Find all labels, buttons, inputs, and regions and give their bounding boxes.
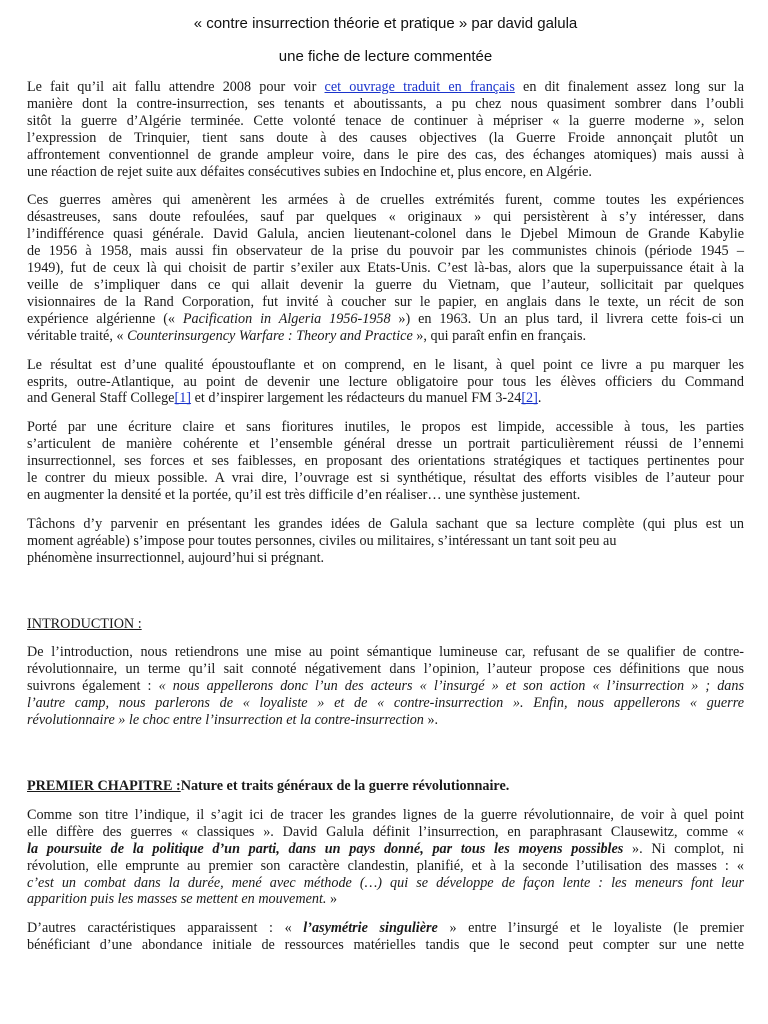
text-line (27, 875, 744, 892)
translated-book-link[interactable]: cet ouvrage traduit en français (324, 79, 515, 95)
text-line: Comme son titre l’indique, il s’agit ici de tracer les grandes lignes de la guerre révolutionnaire, de voir à quel point (27, 806, 744, 823)
text-line: 1949), fut de ceux là qui choisit de partir s’exiler aux Etats-Unis. C’est là-bas, alors que la superpuissance était à la (27, 260, 744, 277)
text-run: », qui paraît enfin en français. (412, 327, 587, 344)
text-line: en augmenter la densité et la portée, qu’il est très difficile d’en réaliser… une synthèse justement. (27, 486, 581, 503)
text-line: moment agréable) s’impose pour toutes personnes, civiles ou militaires, s’intéressant un tant soit peu au (27, 532, 617, 549)
heading-line (27, 778, 744, 795)
quote-text: c’est un combat dans la durée, mené avec méthode (…) qui se développe de façon lente : les meneurs font leur (27, 874, 744, 891)
chapter-title: Nature et traits généraux de la guerre révolutionnaire. (180, 778, 510, 794)
text-line: insurrectionnel, ses forces et ses faiblesses, en proposant des orientations stratégiques et tactiques pertinentes pour (27, 453, 744, 470)
text-line: veille de s’impliquer dans ce qui allait devenir la guerre du Vietnam, que l’auteur, sollicitait par quelques (27, 276, 744, 293)
text-line: révolution, elle emprunte au premier son caractère clandestin, planifié, et à la seconde l’utilisation des masses : « (27, 857, 744, 874)
heading-text: INTRODUCTION : (27, 615, 142, 632)
quote-text: l’autre camp, nous parlerons de « loyaliste » et de « contre-insurrection ». Enfin, nous appellerons « guerre (27, 695, 744, 712)
text-line: l’expression de Trinquier, tient sans doute à des causes objectives (la Guerre Froide annonçait plutôt un (27, 129, 744, 146)
text-line: esprits, outre-Atlantique, au point de devenir une lecture obligatoire pour tous les élèves officiers du Command (27, 373, 744, 390)
paragraph-introduction (27, 644, 744, 729)
text-run: » (326, 891, 338, 908)
paragraph-intro-4 (27, 419, 744, 504)
text-line: sitôt la guerre d’Algérie terminée. Cette volonté tenace de continuer à mépriser « la guerre moderne », selon (27, 112, 744, 129)
paragraph-intro-3 (27, 357, 744, 408)
chapter-label: PREMIER CHAPITRE : (27, 778, 181, 794)
text-line (27, 920, 744, 937)
text-run: en dit finalement assez long sur la (514, 79, 744, 95)
text-line: elle diffère des guerres « classiques ». David Galula définit l’insurrection, en paraphrasant Clausewitz, comme « (27, 823, 744, 840)
paragraph-intro-5 (27, 516, 744, 567)
text-line (27, 79, 744, 96)
text-line: révolutionnaire, un terme qu’il sait connoté négativement dans l’opinion, l’auteur propose ces définitions que nous (27, 661, 744, 678)
text-run: ». (423, 712, 439, 729)
quote-text: révolutionnaire » le choc entre l’insurrection et la contre-insurrection (27, 712, 424, 729)
text-line: l’indifférence quasi générale. David Galula, ancien lieutenant-colonel dans le Djebel Mimoun de Grande Kabylie (27, 226, 744, 243)
text-line: Ces guerres amères qui amenèrent les armées à de cruelles extrémités furent, comme toutes les expériences (27, 192, 744, 209)
footnote-link-1[interactable]: [1] (174, 390, 192, 407)
section-heading-chapter-1 (27, 778, 744, 795)
text-line (27, 390, 744, 407)
text-run: . (537, 390, 542, 407)
text-line: Tâchons d’y parvenir en présentant les grandes idées de Galula sachant que sa lecture complète (qui plus est un (27, 515, 744, 532)
footnote-link-2[interactable]: [2] (521, 390, 538, 407)
document-title: « contre insurrection théorie et pratique » par david galula (193, 15, 578, 32)
text-run: Le fait qu’il ait fallu attendre 2008 pour voir (27, 79, 325, 95)
text-line: affrontement conventionnel de grande ampleur voire, dans le pire des cas, des échanges atomiques) mais aussi à (27, 146, 744, 163)
text-line: visionnaires de la Rand Corporation, fut invité à coucher sur le papier, en anglais dans le texte, un récit de son (27, 293, 744, 310)
text-line: De l’introduction, nous retiendrons une mise au point sémantique lumineuse car, refusant de se qualifier de contre- (27, 644, 744, 661)
emphasis-text: la poursuite de la politique d’un parti, dans un pays donné, par tous les moyens possibles (27, 840, 624, 857)
section-heading-introduction (27, 616, 744, 633)
paragraph-chapter-1-a (27, 807, 744, 908)
text-run: expérience algérienne (« (27, 310, 183, 327)
text-line: bénéficiant d’une abondance initiale de ressources matérielles tandis que le second peut compter sur une nette (27, 937, 744, 954)
document-subtitle: une fiche de lecture commentée (278, 48, 493, 65)
text-line: s’articulent de manière cohérente et l’ensemble général dresse un portrait particulièrement réussi de l’ennemi (27, 436, 744, 453)
text-line (27, 695, 744, 712)
emphasis-text: l’asymétrie singulière (303, 920, 438, 937)
book-title-counterinsurgency: Counterinsurgency Warfare : Theory and Practice (127, 327, 413, 344)
text-line (27, 891, 744, 908)
paragraph-chapter-1-b (27, 920, 744, 954)
text-line (27, 311, 744, 328)
quote-text: « nous appellerons donc l’un des acteurs « l’insurgé » et son action « l’insurrection » ; dans (158, 678, 744, 695)
text-run: ») en 1963. Un an plus tard, il livrera cette fois-ci un (390, 310, 744, 327)
text-run: suivrons également : (27, 678, 159, 695)
text-line: de 1956 à 1958, mais aussi fin observateur de la prise du pouvoir par les communistes chinois (période 1945 – (27, 243, 744, 260)
paragraph-intro-1 (27, 79, 744, 180)
text-line (27, 328, 744, 345)
paragraph-intro-2 (27, 192, 744, 344)
text-line: phénomène insurrectionnel, aujourd’hui si prégnant. (27, 549, 325, 566)
text-line: Porté par une écriture claire et sans fioritures inutiles, le propos est limpide, accessible à tous, les parties (27, 419, 744, 436)
text-line: manière dont la contre-insurrection, ses tenants et aboutissants, a pu chez nous quasiment sombrer dans l’oubli (27, 95, 744, 112)
text-run: ». Ni complot, ni (623, 840, 744, 857)
text-run: and General Staff College (27, 390, 175, 407)
text-line (27, 712, 744, 729)
text-run: et d’inspirer largement les rédacteurs du manuel FM 3-24 (191, 390, 522, 407)
text-line: le contrer du mieux possible. A vrai dire, l’ouvrage est si synthétique, résultat des efforts visibles de l’auteur pour (27, 470, 744, 487)
text-line (27, 841, 744, 858)
text-run: véritable traité, « (27, 327, 128, 344)
book-title-pacification: Pacification in Algeria 1956-1958 (182, 310, 391, 327)
text-line: désastreuses, sans doute refoulées, sauf par quelques « originaux » qui persistèrent à s’y intéresser, dans (27, 209, 744, 226)
document-page (27, 0, 744, 954)
text-run: » entre l’insurgé et le loyaliste (le premier (437, 920, 745, 937)
text-line: une réaction de rejet suite aux défaites consécutives subies en Indochine et, plus encore, en Algérie. (27, 163, 592, 180)
text-line (27, 678, 744, 695)
quote-text: apparition puis les masses se mettent en mouvement. (27, 891, 327, 908)
text-line: Le résultat est d’une qualité époustouflante et on comprend, en le lisant, à quel point ce livre a pu marquer les (27, 356, 744, 373)
text-run: D’autres caractéristiques apparaissent : « (27, 920, 304, 937)
